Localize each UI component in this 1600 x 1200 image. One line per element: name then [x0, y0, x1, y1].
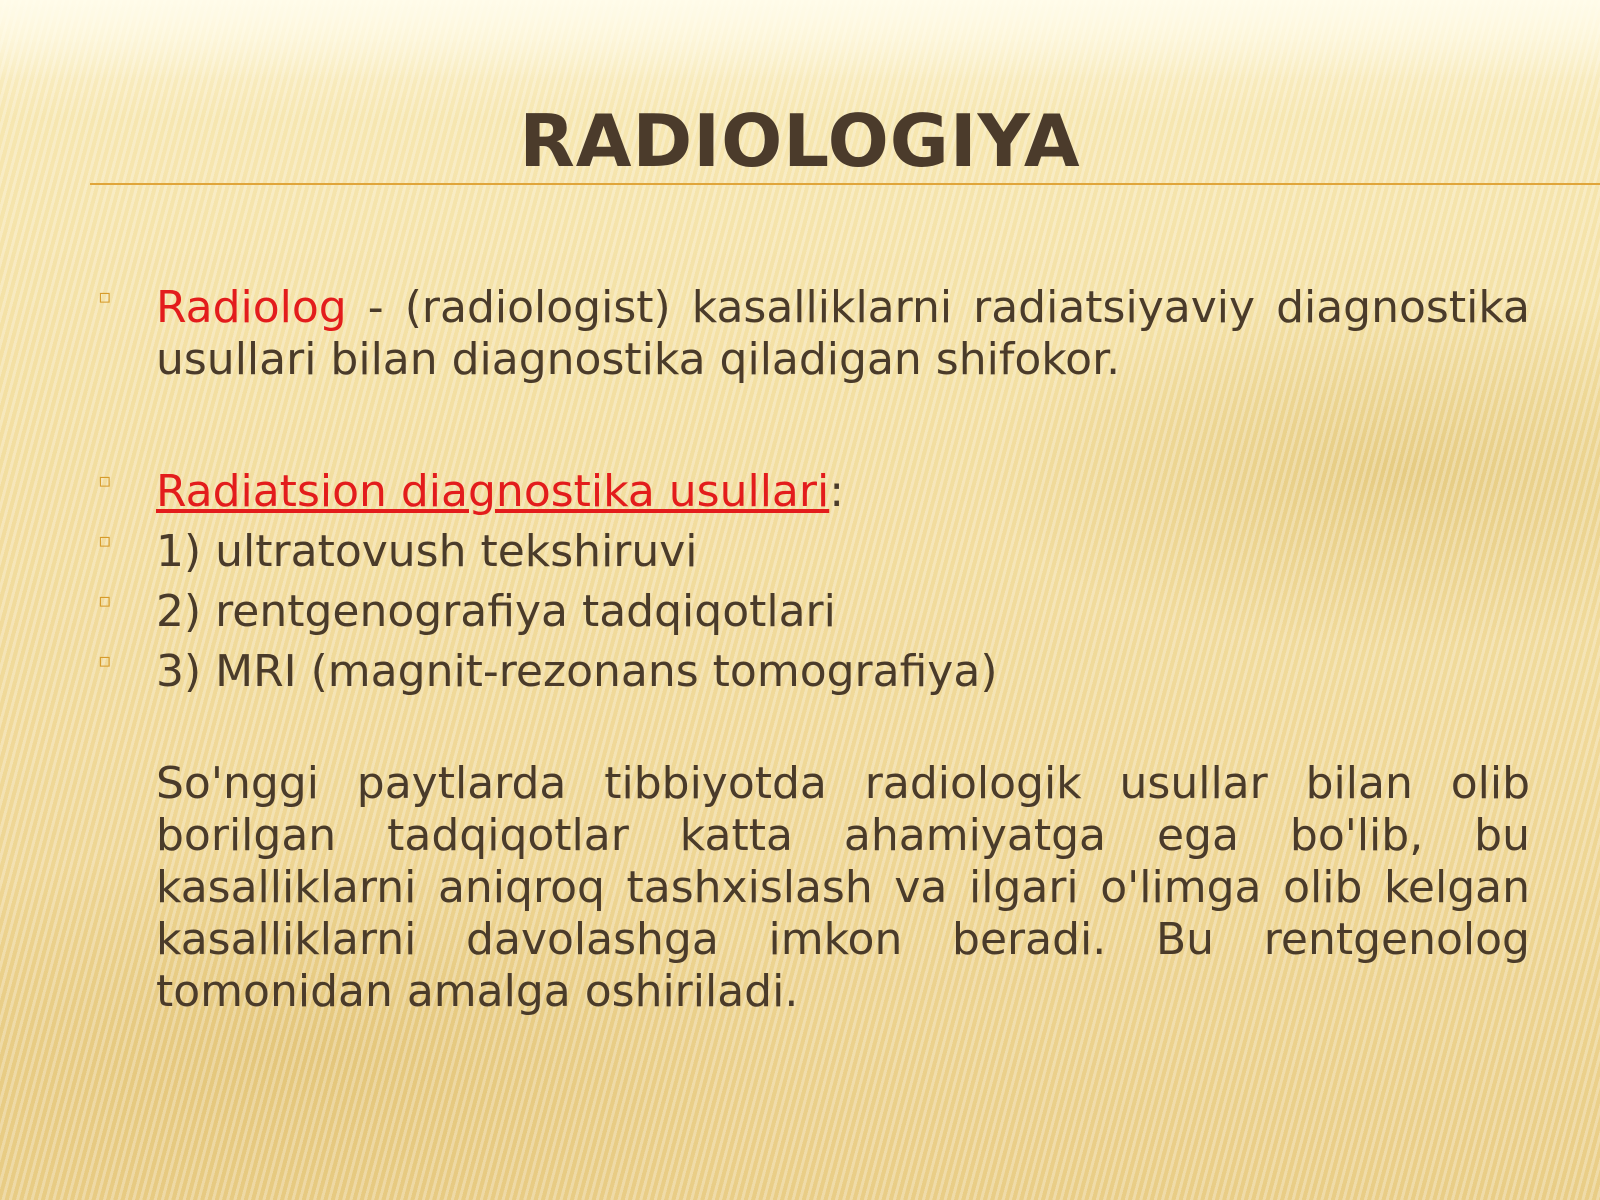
bullet-icon: ▫: [98, 588, 112, 612]
bullet-item-ultrasound: [96, 526, 1530, 578]
method-text: 1) ultratovush tekshiruvi: [156, 526, 698, 577]
bullet-icon: ▫: [98, 284, 112, 308]
bullet-item-radiolog: [96, 282, 1530, 386]
method-text: 3) MRI (magnit-rezonans tomografiya): [156, 646, 998, 697]
title-divider: [90, 183, 1600, 185]
slide-title: RADIOLOGIYA: [519, 99, 1081, 183]
term-radiolog: Radiolog: [156, 282, 347, 333]
background-glow: [0, 0, 1600, 80]
summary-paragraph: So'nggi paytlarda tibbiyotda radiologik usullar bilan olib borilgan tadqiqotlar katta ahamiyatga ega bo'lib, bu kasalliklarni aniqroq tashxislash va ilgari o'limga olib kelgan kasalliklarni davolashga imkon beradi. Bu rentgenolog tomonidan amalga oshiriladi.: [156, 758, 1530, 1017]
bullet-item-mri: [96, 646, 1530, 698]
methods-heading-colon: :: [829, 466, 845, 517]
definition-text: - (radiologist) kasalliklarni radiatsiyaviy diagnostika usullari bilan diagnostika qiladigan shifokor.: [156, 282, 1530, 385]
method-text: 2) rentgenografiya tadqiqotlari: [156, 586, 836, 637]
slide-content: [96, 282, 1530, 1018]
bullet-icon: ▫: [98, 528, 112, 552]
methods-heading-link[interactable]: Radiatsion diagnostika usullari: [156, 466, 830, 517]
bullet-icon: ▫: [98, 648, 112, 672]
bullet-icon: ▫: [98, 468, 112, 492]
bullet-item-methods-heading: [96, 466, 1530, 518]
bullet-item-radiography: [96, 586, 1530, 638]
